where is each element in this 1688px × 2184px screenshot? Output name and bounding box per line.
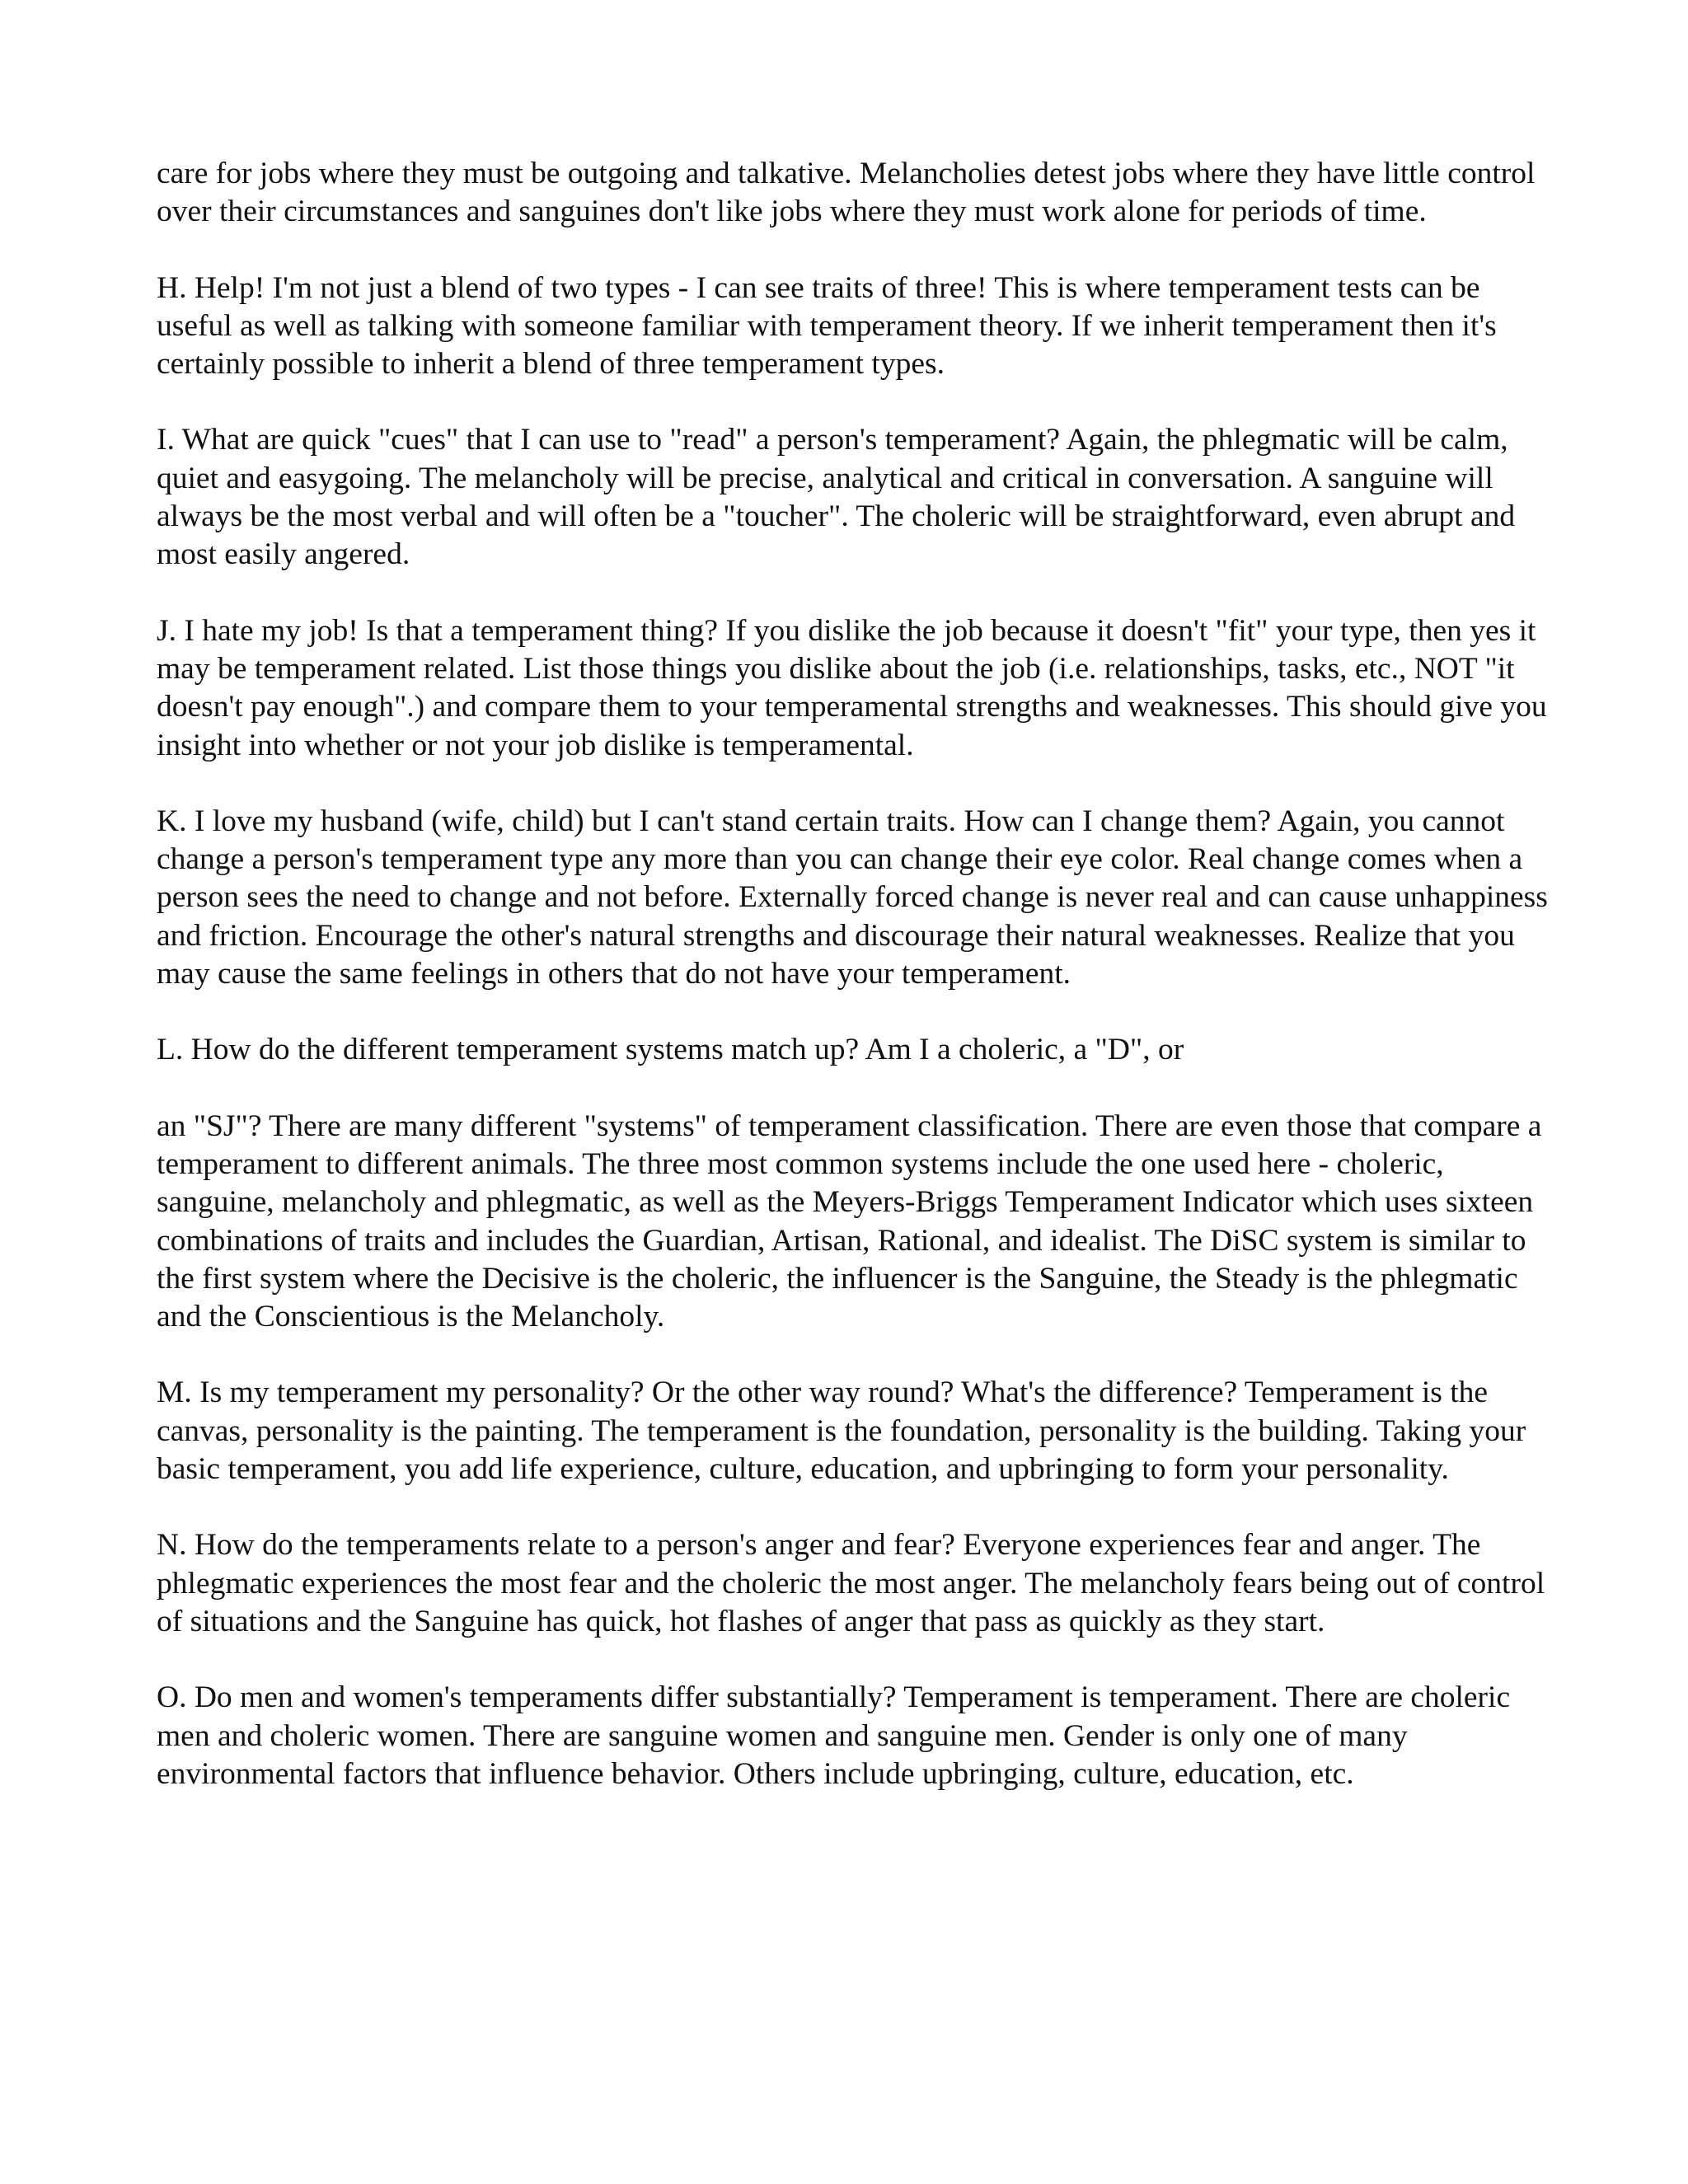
paragraph-gap <box>157 1641 1550 1679</box>
paragraph-m-temperament-personality: M. Is my temperament my personality? Or the other way round? What's the difference? Temperament is the canvas, personality is the painting. The temperament is the foundation, personality is the building. Taking your basic temperament, you add life experience, culture, education, and upbringing to form your personality. <box>157 1376 1526 1487</box>
paragraph-i-quick-cues: I. What are quick "cues" that I can use to "read" a person's temperament? Again, the phlegmatic will be calm, quiet and easygoing. The melancholy will be precise, analytical and critical in conversation. A sanguine will always be the most verbal and will often be a "toucher". The choleric will be straightforward, even abrupt and most easily angered. <box>157 423 1516 572</box>
paragraph-gap <box>157 1070 1550 1108</box>
paragraph-gap <box>157 574 1550 612</box>
paragraph-l-systems-answer: an "SJ"? There are many different "systems" of temperament classification. There are even those that compare a temperament to different animals. The three most common systems include the one used here - choleric, sanguine, melancholy and phlegmatic, as well as the Meyers-Briggs Temperament Indicator which uses sixteen combinations of traits and includes the Guardian, Artisan, Rational, and idealist. The DiSC system is similar to the first system where the Decisive is the choleric, the influencer is the Sanguine, the Steady is the phlegmatic and the Conscientious is the Melancholy. <box>157 1108 1542 1334</box>
paragraph-gap <box>157 1336 1550 1374</box>
paragraph-l-systems-question: L. How do the different temperament systems match up? Am I a choleric, a "D", or <box>157 1033 1184 1067</box>
paragraph-gap <box>157 383 1550 421</box>
paragraph-k-change-traits: K. I love my husband (wife, child) but I can't stand certain traits. How can I change them? Again, you cannot change a person's temperament type any more than you can change their eye color. Real change comes when a person sees the need to change and not before. Externally forced change is never real and can cause unhappiness and friction. Encourage the other's natural strengths and discourage their natural weaknesses. Realize that you may cause the same feelings in others that do not have your temperament. <box>157 804 1548 991</box>
paragraph-gap <box>157 993 1550 1031</box>
paragraph-n-anger-fear: N. How do the temperaments relate to a person's anger and fear? Everyone experiences fear and anger. The phlegmatic experiences the most fear and the choleric the most anger. The melancholy fears being out of control of situations and the Sanguine has quick, hot flashes of anger that pass as quickly as they start. <box>157 1528 1545 1638</box>
paragraph-gap <box>157 1488 1550 1526</box>
paragraph-j-hate-my-job: J. I hate my job! Is that a temperament thing? If you dislike the job because it doesn't "fit" your type, then yes it may be temperament related. List those things you dislike about the job (i.e. relationships, tasks, etc., NOT "it doesn't pay enough".) and compare them to your temperamental strengths and weaknesses. This should give you insight into whether or not your job dislike is temperamental. <box>157 613 1547 762</box>
paragraph-gap <box>157 232 1550 269</box>
paragraph-job-preferences-continued: care for jobs where they must be outgoing and talkative. Melancholies detest jobs where they have little control over their circumstances and sanguines don't like jobs where they must work alone for periods of time. <box>157 157 1536 229</box>
paragraph-h-blend-of-three: H. Help! I'm not just a blend of two types - I can see traits of three! This is where temperament tests can be useful as well as talking with someone familiar with temperament theory. If we inherit temperament then it's certainly possible to inherit a blend of three temperament types. <box>157 270 1497 382</box>
document-body <box>157 155 1550 1793</box>
paragraph-gap <box>157 765 1550 803</box>
paragraph-o-men-women: O. Do men and women's temperaments differ substantially? Temperament is temperament. There are choleric men and choleric women. There are sanguine women and sanguine men. Gender is only one of many environmental factors that influence behavior. Others include upbringing, culture, education, etc. <box>157 1680 1511 1791</box>
